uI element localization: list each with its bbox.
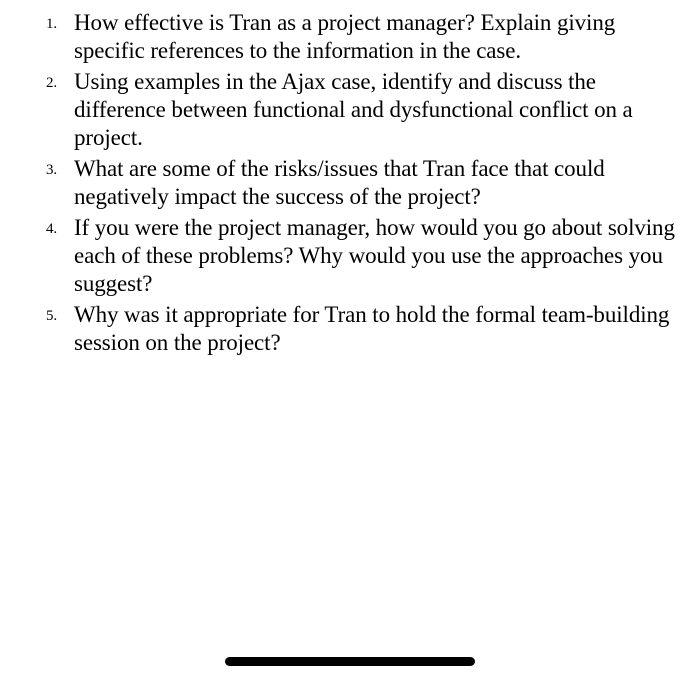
question-number: 3.	[46, 162, 58, 178]
question-text: Using examples in the Ajax case, identify and discuss the difference between functional and dysfunctional conflict on a project.	[74, 69, 633, 150]
question-item-3	[46, 155, 676, 211]
question-text: How effective is Tran as a project manager? Explain giving specific references to the information in the case.	[74, 10, 616, 63]
question-number: 2.	[46, 75, 58, 91]
question-number: 1.	[46, 16, 58, 32]
question-item-5	[46, 301, 676, 357]
question-text: Why was it appropriate for Tran to hold the formal team-building session on the project?	[74, 302, 670, 355]
question-number: 4.	[46, 221, 58, 237]
question-text: What are some of the risks/issues that Tran face that could negatively impact the success of the project?	[74, 156, 605, 209]
question-item-4	[46, 214, 676, 298]
question-number: 5.	[46, 308, 58, 324]
home-indicator-bar[interactable]	[225, 657, 475, 666]
question-text: If you were the project manager, how would you go about solving each of these problems? Why would you use the approaches you suggest?	[74, 215, 675, 296]
question-item-1	[46, 9, 676, 65]
question-item-2	[46, 68, 676, 152]
question-list	[46, 9, 676, 360]
